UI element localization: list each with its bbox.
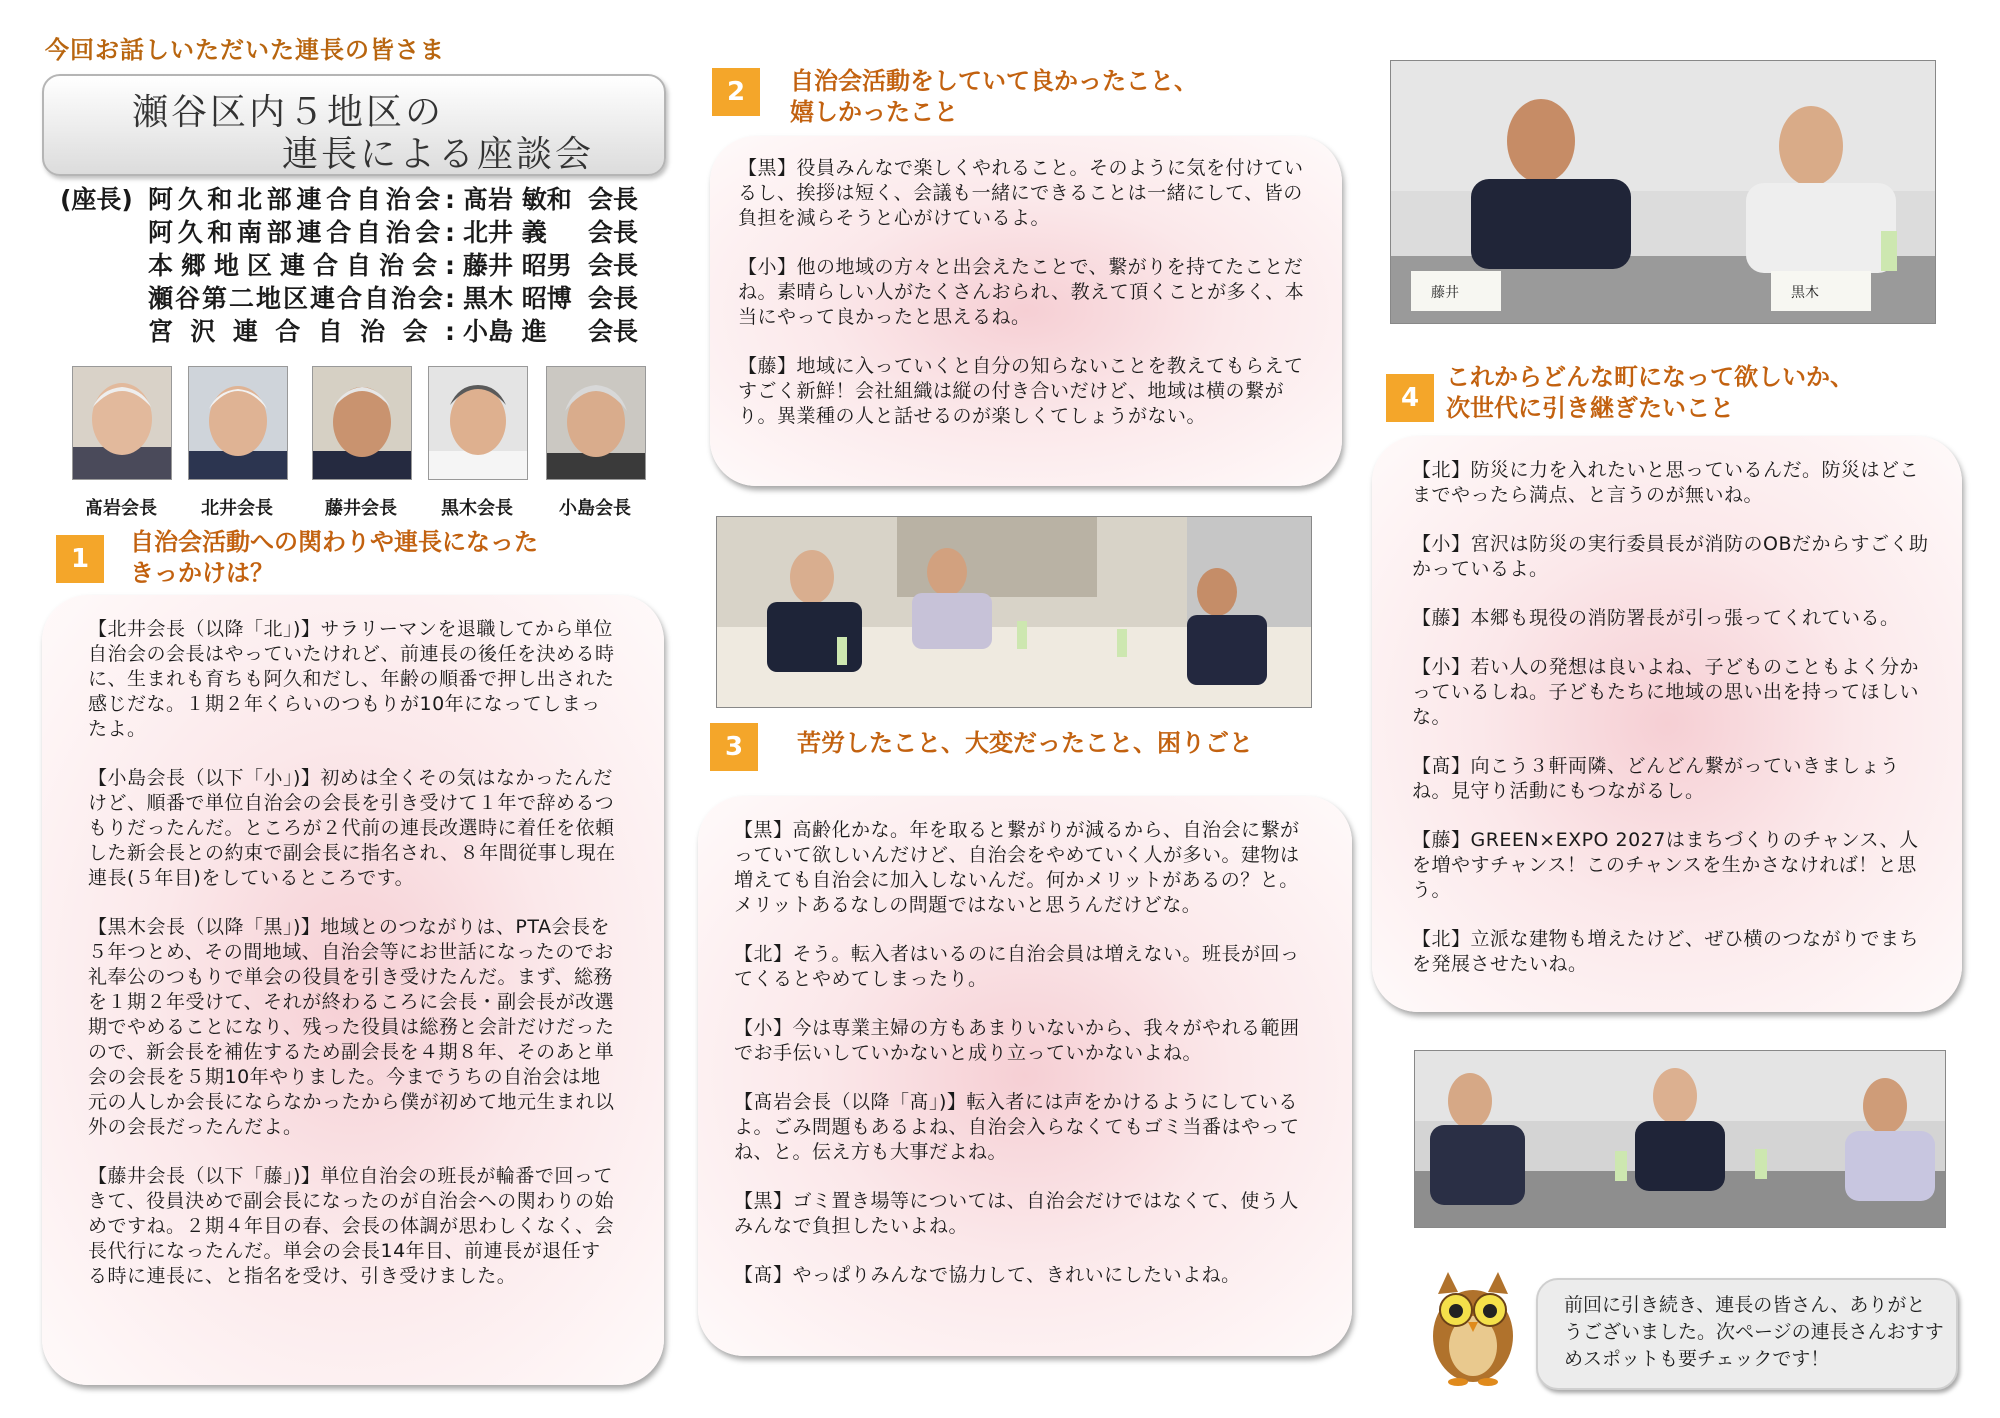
article-title-box — [42, 74, 666, 176]
article-title-line1: 瀬谷区内５地区の — [132, 92, 445, 133]
member-org: 阿久和北部連合自治会: — [148, 185, 455, 214]
article-title-line2: 連長による座談会 — [282, 134, 595, 175]
member-name: 黒木 昭博 — [463, 284, 572, 313]
meeting-photo-center — [716, 516, 1312, 708]
section4-number: 4 — [1386, 374, 1434, 422]
section4-paragraph: 【小】宮沢は防災の実行委員長が消防のOBだからすごく助かっているよ。 — [1412, 533, 1929, 580]
section1-paragraph: 【小島会長（以下「小」)】初めは全くその気はなかったんだけど、順番で単位自治会の会長を引き受けて１年で辞めるつもりだったんだ。ところが２代前の連長改選時に着任を依頼した新会長との約束で副会長に指名され、８年間従事し現在連長(５年目)をしているところです。 — [88, 767, 616, 889]
section2-paragraph: 【小】他の地域の方々と出会えたことで、繋がりを持てたことだね。素晴らしい人がたくさんおられ、教えて頂くことが多く、本当にやって良かったと思えるね。 — [738, 256, 1305, 328]
section3-bubble — [698, 796, 1352, 1356]
portrait-label: 黒木会長 — [441, 498, 513, 519]
mascot-message: 前回に引き続き、連長の皆さん、ありがとうございました。次ページの連長さんおすすめスポットも要チェックです！ — [1564, 1294, 1944, 1370]
section4-paragraph: 【藤】GREEN×EXPO 2027はまちづくりのチャンス、人を増やすチャンス！このチャンスを生かさなければ！と思う。 — [1412, 829, 1919, 901]
chair-prefix: (座長) — [60, 185, 133, 214]
portrait-label: 髙岩会長 — [85, 498, 157, 519]
member-name: 藤井 昭男 — [463, 251, 572, 280]
portrait-kitai — [188, 366, 288, 480]
nameplate-kuroki: 黒木 — [1791, 285, 1819, 301]
section4-title-line2: 次世代に引き継ぎたいこと — [1446, 394, 1734, 422]
section3-paragraph: 【黒】高齢化かな。年を取ると繋がりが減るから、自治会に繋がっていて欲しいんだけど、自治会をやめていく人が多い。建物は増えても自治会に加入しないんだ。何かメリットがあるの？と。メリットあるなしの問題ではないと思うんだけどな。 — [734, 819, 1300, 916]
member-row — [60, 249, 638, 282]
mascot-speech-bubble — [1536, 1278, 1958, 1390]
member-row — [60, 282, 638, 315]
section2-bubble — [710, 136, 1342, 486]
section3-number: 3 — [710, 723, 758, 771]
section2-number: 2 — [712, 68, 760, 116]
nameplate-fujii: 藤井 — [1431, 285, 1459, 301]
section2-text — [738, 156, 1320, 453]
section1-paragraph: 【北井会長（以降「北」)】サラリーマンを退職してから単位自治会の会長はやっていたけれど、前連長の後任を決める時に、生まれも育ちも阿久和だし、年齢の順番で押し出された感じだな。１期２年くらいのつもりが10年になってしまったよ。 — [88, 618, 615, 740]
owl-mascot — [1418, 1264, 1528, 1388]
section2-paragraph: 【藤】地域に入っていくと自分の知らないことを教えてもらえてすごく新鮮！会社組織は縦の付き合いだけど、地域は横の繋がり。異業種の人と話せるのが楽しくてしょうがない。 — [738, 355, 1304, 427]
section3-text — [734, 818, 1314, 1312]
section4-paragraph: 【藤】本郷も現役の消防署長が引っ張ってくれている。 — [1412, 607, 1900, 629]
section1-number: 1 — [56, 535, 104, 583]
member-list — [60, 183, 638, 348]
member-org: 宮沢連合自治会: — [148, 317, 455, 346]
section3-title: 苦労したこと、大変だったこと、困りごと — [797, 729, 1253, 757]
member-role: 会長 — [588, 284, 639, 313]
meeting-photo-bottom-right — [1414, 1050, 1946, 1228]
section4-title-line1: これからどんな町になって欲しいか、 — [1446, 363, 1854, 391]
section3-paragraph: 【黒】ゴミ置き場等については、自治会だけではなくて、使う人みんなで負担したいよね。 — [734, 1190, 1299, 1237]
member-row — [60, 183, 638, 216]
member-row — [60, 315, 638, 348]
portrait-label: 北井会長 — [201, 498, 273, 519]
section3-paragraph: 【髙岩会長（以降「髙」)】転入者には声をかけるようにしているよ。ごみ問題もあるよね、自治会入らなくてもゴミ当番はやってね、と。伝え方も大事だよね。 — [734, 1091, 1300, 1163]
section1-title-line2: きっかけは？ — [130, 559, 274, 587]
section3-paragraph: 【北】そう。転入者はいるのに自治会員は増えない。班長が回ってくるとやめてしまったり。 — [734, 943, 1300, 990]
meeting-photo-top-right — [1390, 60, 1936, 324]
portrait-kojima — [546, 366, 646, 480]
section4-paragraph: 【北】防災に力を入れたいと思っているんだ。防災はどこまでやったら満点、と言うのが無いね。 — [1412, 459, 1920, 506]
portrait-takaiwa — [72, 366, 172, 480]
portrait-label: 小島会長 — [559, 498, 631, 519]
section1-title — [130, 527, 538, 589]
member-name: 小島 進 — [463, 317, 547, 346]
section3-paragraph: 【髙】やっぱりみんなで協力して、きれいにしたいよね。 — [734, 1264, 1241, 1286]
section3-paragraph: 【小】今は専業主婦の方もあまりいないから、我々がやれる範囲でお手伝いしていかないと成り立っていかないよね。 — [734, 1017, 1300, 1064]
section1-bubble — [42, 595, 664, 1385]
member-row — [60, 216, 638, 249]
section2-title-line2: 嬉しかったこと — [790, 98, 958, 126]
portrait-kuroki — [428, 366, 528, 480]
member-role: 会長 — [588, 185, 639, 214]
member-name: 髙岩 敏和 — [463, 185, 572, 214]
member-name: 北井 義 — [463, 218, 547, 247]
member-role: 会長 — [588, 317, 639, 346]
section2-title-line1: 自治会活動をしていて良かったこと、 — [790, 67, 1198, 95]
section4-paragraph: 【小】若い人の発想は良いよね、子どものこともよく分かっているしね。子どもたちに地域の思い出を持ってほしいな。 — [1412, 656, 1920, 728]
section4-paragraph: 【北】立派な建物も増えたけど、ぜひ横のつながりでまちを発展させたいね。 — [1412, 928, 1920, 975]
member-role: 会長 — [588, 251, 639, 280]
section4-text — [1412, 458, 1934, 1001]
section1-title-line1: 自治会活動への関わりや連長になった — [130, 528, 538, 556]
section4-paragraph: 【髙】向こう３軒両隣、どんどん繋がっていきましょうね。見守り活動にもつながるし。 — [1412, 755, 1900, 802]
section4-bubble — [1372, 436, 1962, 1012]
portrait-fujii — [312, 366, 412, 480]
owl-icon — [1418, 1264, 1528, 1388]
member-role: 会長 — [588, 218, 639, 247]
section2-paragraph: 【黒】役員みんなで楽しくやれること。そのように気を付けているし、挨拶は短く、会議も一緒にできることは一緒にして、皆の負担を減らそうと心がけているよ。 — [738, 157, 1304, 229]
portrait-label: 藤井会長 — [325, 498, 397, 519]
section1-paragraph: 【黒木会長（以降「黒」)】地域とのつながりは、PTA会長を５年つとめ、その間地域、自治会等にお世話になったのでお礼奉公のつもりで単会の役員を引き受けたんだ。まず、総務を１期２年受けて、それが終わるころに会長・副会長が改選期でやめることになり、残った役員は総務と会計だけだったので、新会長を補佐するため副会長を４期８年、そのあと単会の会長を５期10年やりました。今までうちの自治会は地元の人しか会長にならなかったから僕が初めて地元生まれ以外の会長だったんだよ。 — [88, 916, 615, 1138]
section4-title — [1446, 362, 1854, 424]
section1-text — [88, 617, 618, 1313]
member-org: 瀬谷第二地区連合自治会: — [148, 284, 455, 313]
intro-heading: 今回お話しいただいた連長の皆さま — [45, 36, 445, 64]
member-org: 阿久和南部連合自治会: — [148, 218, 455, 247]
section2-title — [790, 66, 1198, 128]
member-org: 本郷地区連合自治会: — [148, 251, 455, 280]
section1-paragraph: 【藤井会長（以下「藤」)】単位自治会の班長が輪番で回ってきて、役員決めで副会長になったのが自治会への関わりの始めですね。２期４年目の春、会長の体調が思わしくなく、会長代行になったんだ。単会の会長14年目、前連長が退任する時に連長に、と指名を受け、引き受けました。 — [88, 1165, 615, 1287]
